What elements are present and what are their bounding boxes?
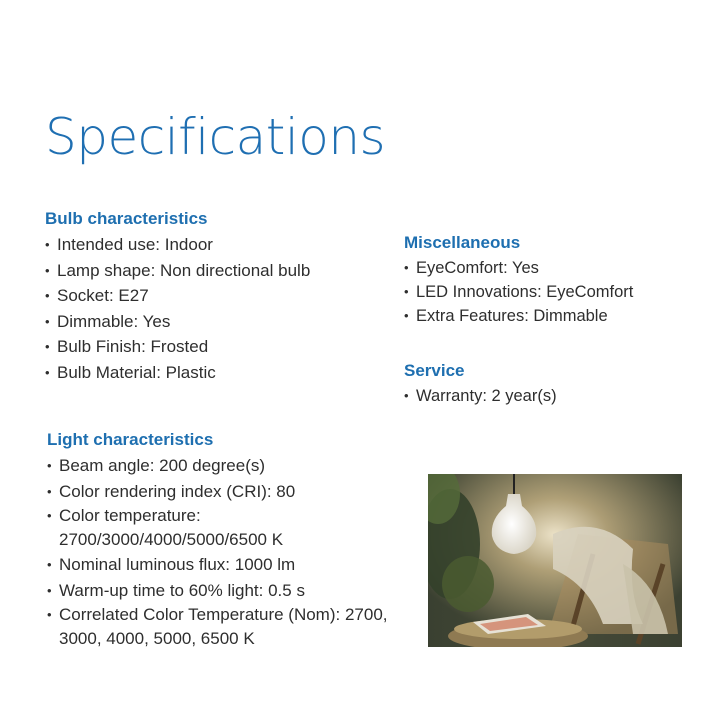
spec-item: • Bulb Finish: Frosted bbox=[45, 334, 405, 360]
section-heading: Bulb characteristics bbox=[45, 209, 208, 228]
spec-item: • Nominal luminous flux: 1000 lm bbox=[47, 552, 407, 578]
spec-item: • Dimmable: Yes bbox=[45, 309, 405, 335]
miscellaneous-section bbox=[404, 232, 704, 328]
spec-item: • Socket: E27 bbox=[45, 283, 405, 309]
section-heading: Miscellaneous bbox=[404, 233, 521, 252]
section-heading: Light characteristics bbox=[47, 430, 214, 449]
lamp-scene-photo bbox=[428, 474, 682, 647]
lamp-scene-illustration bbox=[428, 474, 682, 647]
section-heading: Service bbox=[404, 361, 465, 380]
page-title: Specifications bbox=[45, 108, 386, 166]
spec-item: • Color rendering index (CRI): 80 bbox=[47, 479, 407, 505]
spec-item: • Intended use: Indoor bbox=[45, 232, 405, 258]
spec-item: • EyeComfort: Yes bbox=[404, 256, 704, 280]
bulb-characteristics-section bbox=[45, 208, 405, 385]
spec-item: • Lamp shape: Non directional bulb bbox=[45, 258, 405, 284]
spec-item: • Bulb Material: Plastic bbox=[45, 360, 405, 386]
light-characteristics-section bbox=[47, 429, 407, 651]
spec-item: • Extra Features: Dimmable bbox=[404, 304, 704, 328]
spec-item: • Correlated Color Temperature (Nom): 2700, 3000, 4000, 5000, 6500 K bbox=[47, 603, 392, 651]
spec-item: • Beam angle: 200 degree(s) bbox=[47, 453, 407, 479]
service-section bbox=[404, 360, 704, 408]
spec-item: • Color temperature: 2700/3000/4000/5000/6500 K bbox=[47, 504, 347, 552]
spec-item: • LED Innovations: EyeComfort bbox=[404, 280, 704, 304]
spec-item: • Warm-up time to 60% light: 0.5 s bbox=[47, 578, 407, 604]
spec-item: • Warranty: 2 year(s) bbox=[404, 384, 704, 408]
